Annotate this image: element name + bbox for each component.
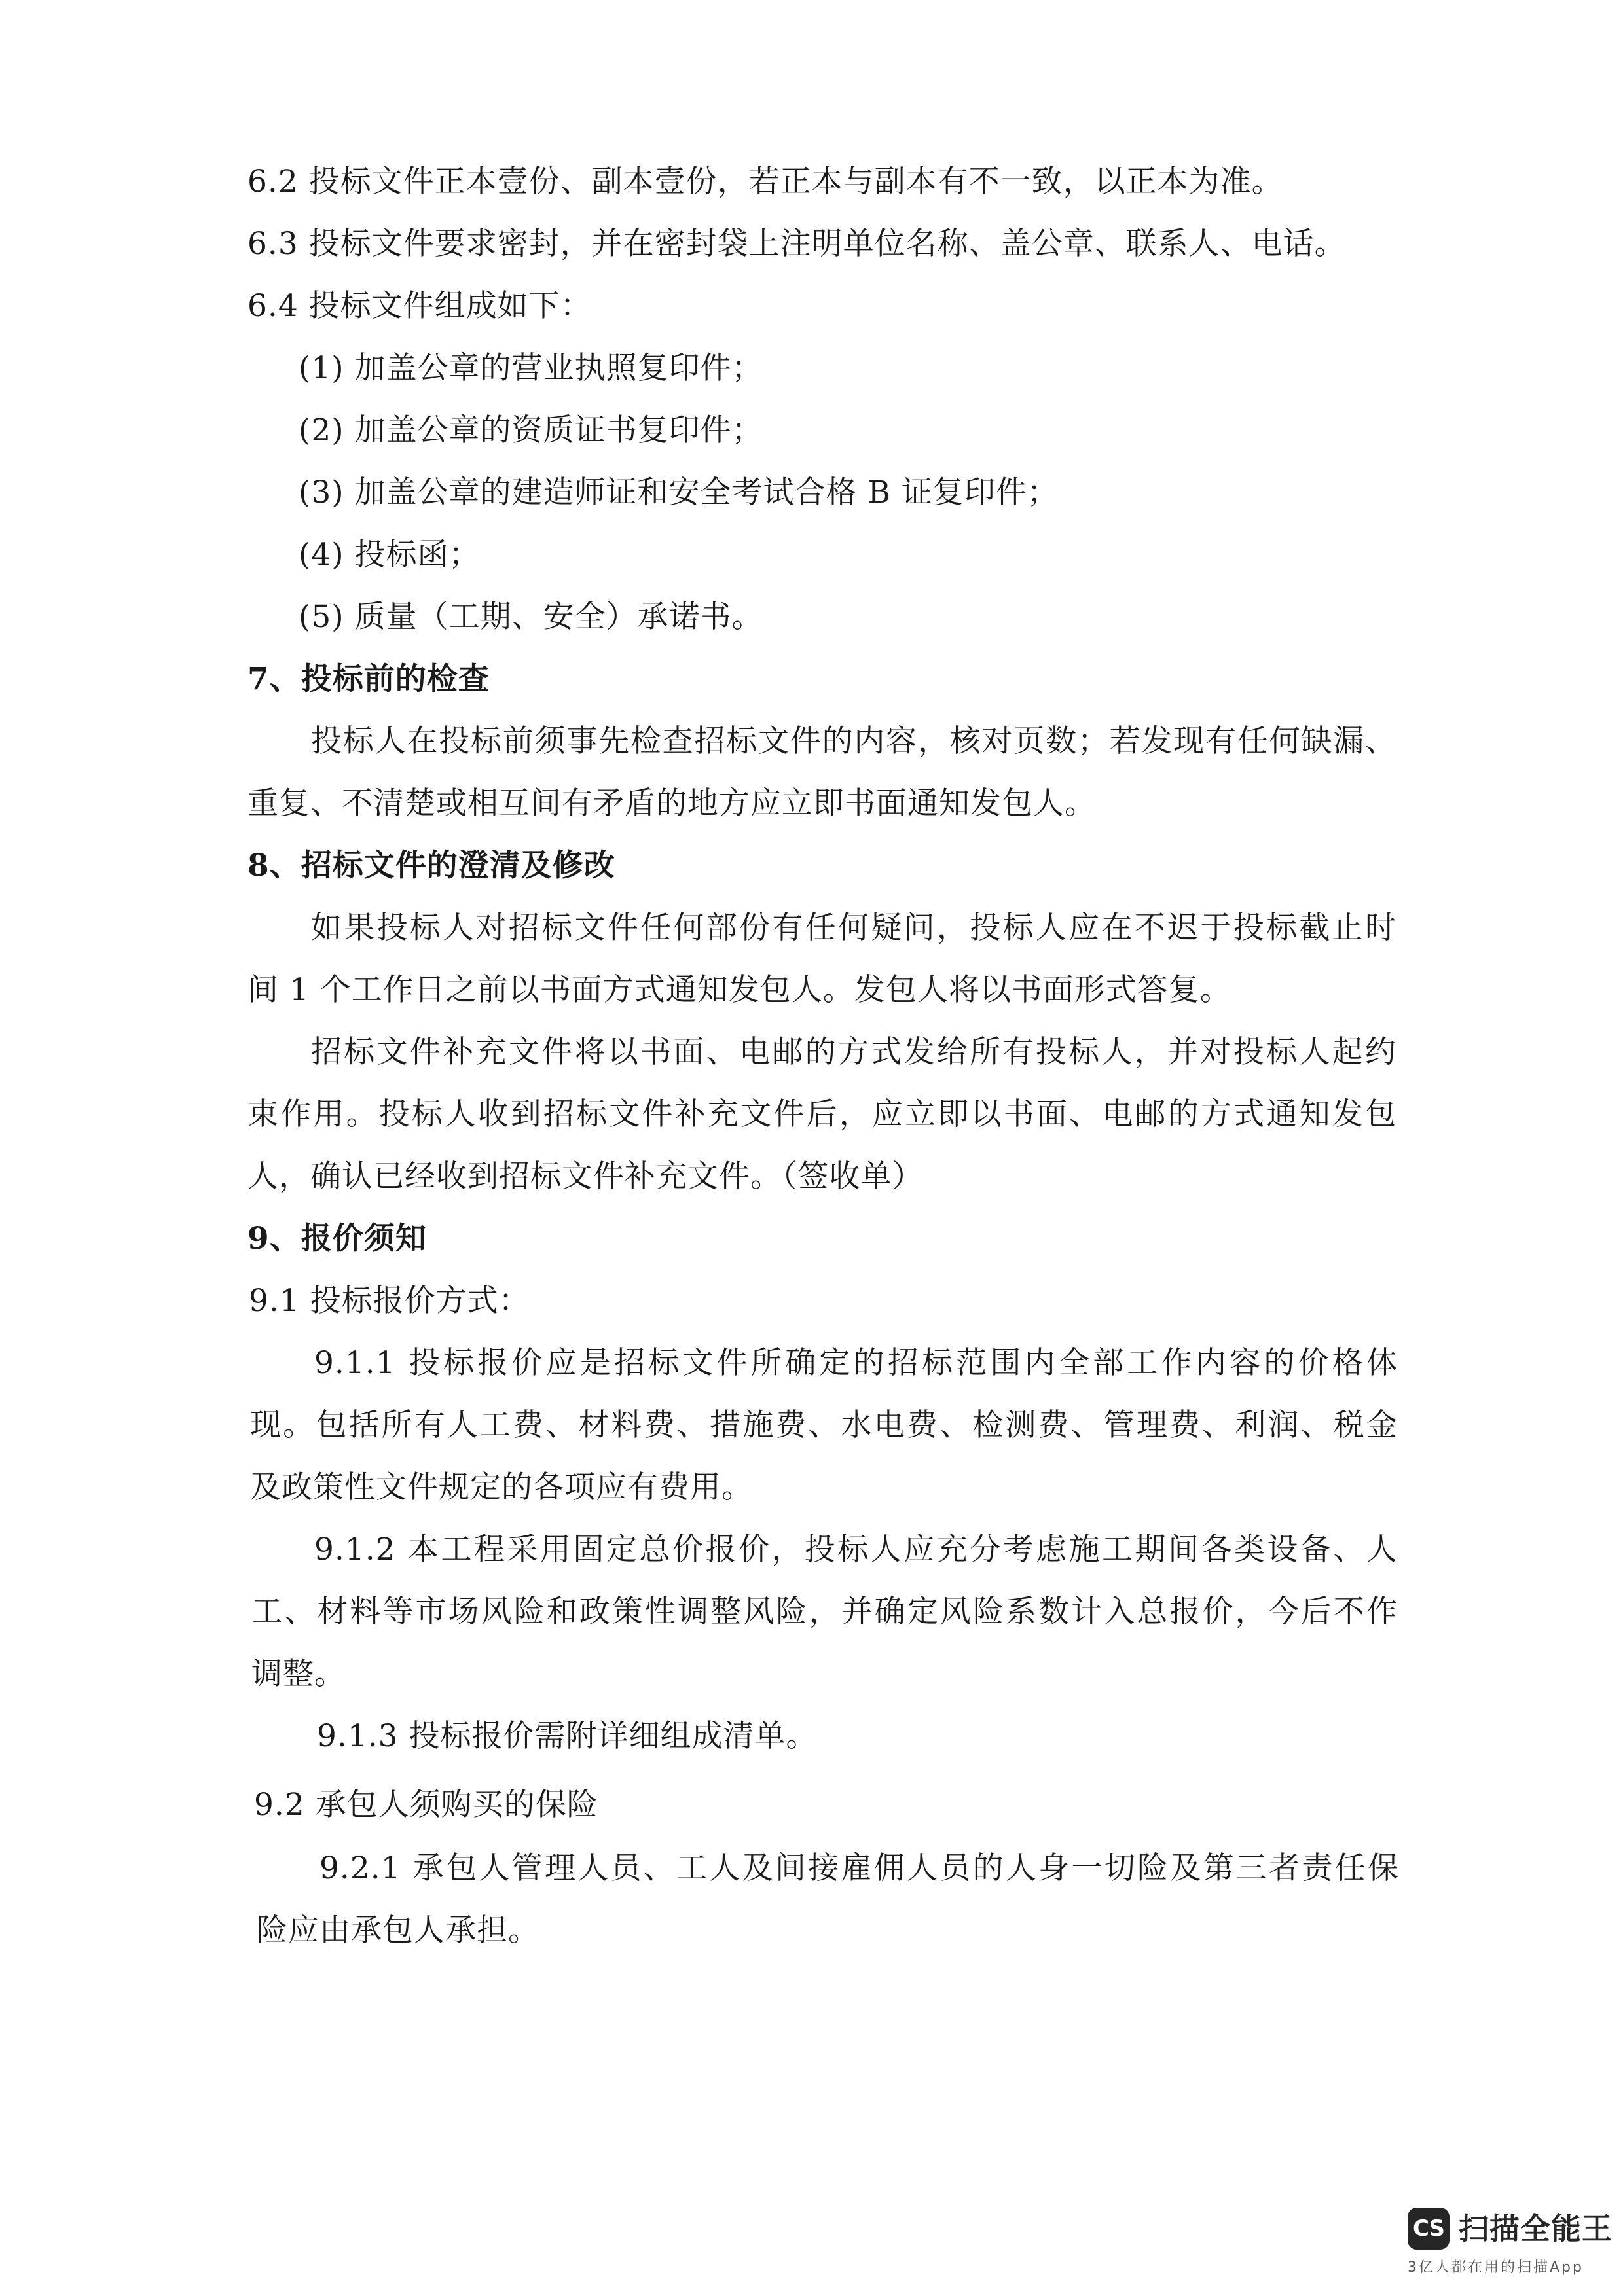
list-item-4: (4) 投标函； — [299, 537, 481, 573]
list-item-1: (1) 加盖公章的营业执照复印件； — [299, 350, 763, 386]
clause-9-1: 9.1 投标报价方式： — [249, 1283, 530, 1319]
list-item-3: (3) 加盖公章的建造师证和安全考试合格 B 证复印件； — [299, 475, 1059, 511]
clause-6-2: 6.2 投标文件正本壹份、副本壹份，若正本与副本有不一致，以正本为准。 — [247, 164, 1283, 200]
list-item-2: (2) 加盖公章的资质证书复印件； — [299, 412, 763, 448]
paragraph-line: 9.1.2 本工程采用固定总价报价，投标人应充分考虑施工期间各类设备、人 — [314, 1532, 1398, 1568]
paragraph-line: 及政策性文件规定的各项应有费用。 — [250, 1469, 753, 1505]
paragraph-line: 间 1 个工作日之前以书面方式通知发包人。发包人将以书面形式答复。 — [247, 972, 1231, 1008]
camscanner-logo: CS — [1408, 2208, 1450, 2250]
section-heading-7: 7、投标前的检查 — [247, 661, 490, 697]
paragraph-line: 工、材料等市场风险和政策性调整风险，并确定风险系数计入总报价，今后不作 — [251, 1594, 1398, 1630]
paragraph-line: 人，确认已经收到招标文件补充文件。（签收单） — [247, 1158, 924, 1194]
watermark-app-name: 扫描全能王 — [1459, 2211, 1613, 2246]
paragraph-line: 如果投标人对招标文件任何部份有任何疑问，投标人应在不迟于投标截止时 — [311, 910, 1396, 946]
scanner-watermark — [1408, 2196, 1613, 2294]
clause-6-3: 6.3 投标文件要求密封，并在密封袋上注明单位名称、盖公章、联系人、电话。 — [247, 226, 1346, 262]
paragraph-line: 险应由承包人承担。 — [257, 1912, 539, 1948]
list-item-5: (5) 质量（工期、安全）承诺书。 — [299, 599, 763, 635]
paragraph-line: 调整。 — [251, 1656, 346, 1692]
paragraph-line: 现。包括所有人工费、材料费、措施费、水电费、检测费、管理费、利润、税金 — [250, 1407, 1398, 1443]
section-heading-9: 9、报价须知 — [247, 1221, 427, 1257]
paragraph-line: 9.1.3 投标报价需附详细组成清单。 — [317, 1718, 818, 1754]
paragraph-line: 9.2.1 承包人管理人员、工人及间接雇佣人员的人身一切险及第三者责任保 — [319, 1850, 1399, 1886]
clause-6-4: 6.4 投标文件组成如下： — [247, 288, 592, 324]
paragraph-line: 重复、不清楚或相互间有矛盾的地方应立即书面通知发包人。 — [247, 785, 1096, 821]
paragraph-line: 招标文件补充文件将以书面、电邮的方式发给所有投标人，并对投标人起约 — [311, 1034, 1396, 1070]
clause-9-2: 9.2 承包人须购买的保险 — [254, 1787, 598, 1823]
section-heading-8: 8、招标文件的澄清及修改 — [247, 848, 615, 884]
paragraph-line: 投标人在投标前须事先检查招标文件的内容，核对页数；若发现有任何缺漏、 — [311, 723, 1396, 759]
watermark-slogan: 3亿人都在用的扫描App — [1408, 2259, 1584, 2276]
paragraph-line: 9.1.1 投标报价应是招标文件所确定的招标范围内全部工作内容的价格体 — [314, 1345, 1398, 1381]
paragraph-line: 束作用。投标人收到招标文件补充文件后，应立即以书面、电邮的方式通知发包 — [247, 1096, 1396, 1132]
